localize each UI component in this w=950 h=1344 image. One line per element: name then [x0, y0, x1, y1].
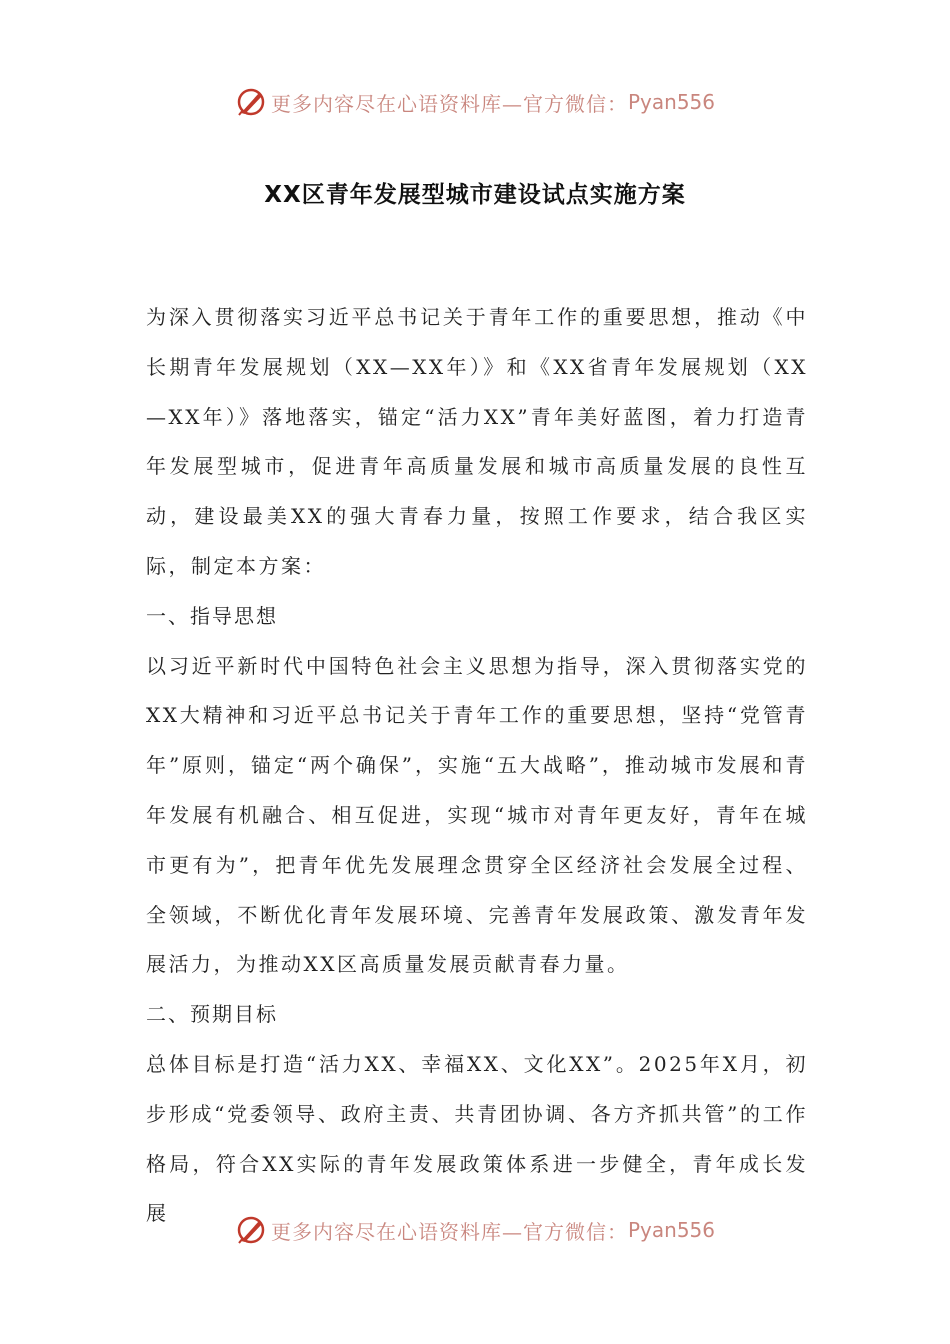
watermark-text: 更多内容尽在心语资料库—官方微信： — [270, 1219, 628, 1244]
document-title: XX区青年发展型城市建设试点实施方案 — [264, 182, 686, 208]
watermark-footer — [0, 1210, 950, 1250]
intro-paragraph: 为深入贯彻落实习近平总书记关于青年工作的重要思想，推动《中长期青年发展规划（XX—XX年）》和《XX省青年发展规划（XX—XX年）》落地落实，锚定“活力XX”青年美好蓝图，着力打造青年发展型城市，促进青年高质量发展和城市高质量发展的良性互动，建设最美XX的强大青春力量，按照工作要求，结合我区实际，制定本方案： — [146, 305, 808, 578]
expected-goals-paragraph: 总体目标是打造“活力XX、幸福XX、文化XX”。2025年X月，初步形成“党委领导、政府主责、共青团协调、各方齐抓共管”的工作格局，符合XX实际的青年发展政策体系进一步健全，青年成长发展 — [146, 1051, 808, 1226]
pen-logo-icon — [235, 1214, 267, 1246]
document-body — [146, 293, 808, 1239]
watermark-header — [0, 82, 950, 122]
section-heading-guiding-thought: 一、指导思想 — [146, 603, 278, 628]
pen-logo-icon — [235, 86, 267, 118]
guiding-thought-paragraph: 以习近平新时代中国特色社会主义思想为指导，深入贯彻落实党的XX大精神和习近平总书记关于青年工作的重要思想，坚持“党管青年”原则，锚定“两个确保”，实施“五大战略”，推动城市发展和青年发展有机融合、相互促进，实现“城市对青年更友好，青年在城市更有为”，把青年优先发展理念贯穿全区经济社会发展全过程、全领域，不断优化青年发展环境、完善青年发展政策、激发青年发展活力，为推动XX区高质量发展贡献青春力量。 — [146, 653, 808, 977]
watermark-text: 更多内容尽在心语资料库—官方微信： — [270, 91, 628, 116]
watermark-wechat-id: Pyan556 — [627, 1218, 715, 1242]
watermark-wechat-id: Pyan556 — [627, 90, 715, 114]
section-heading-expected-goals: 二、预期目标 — [146, 1002, 278, 1027]
